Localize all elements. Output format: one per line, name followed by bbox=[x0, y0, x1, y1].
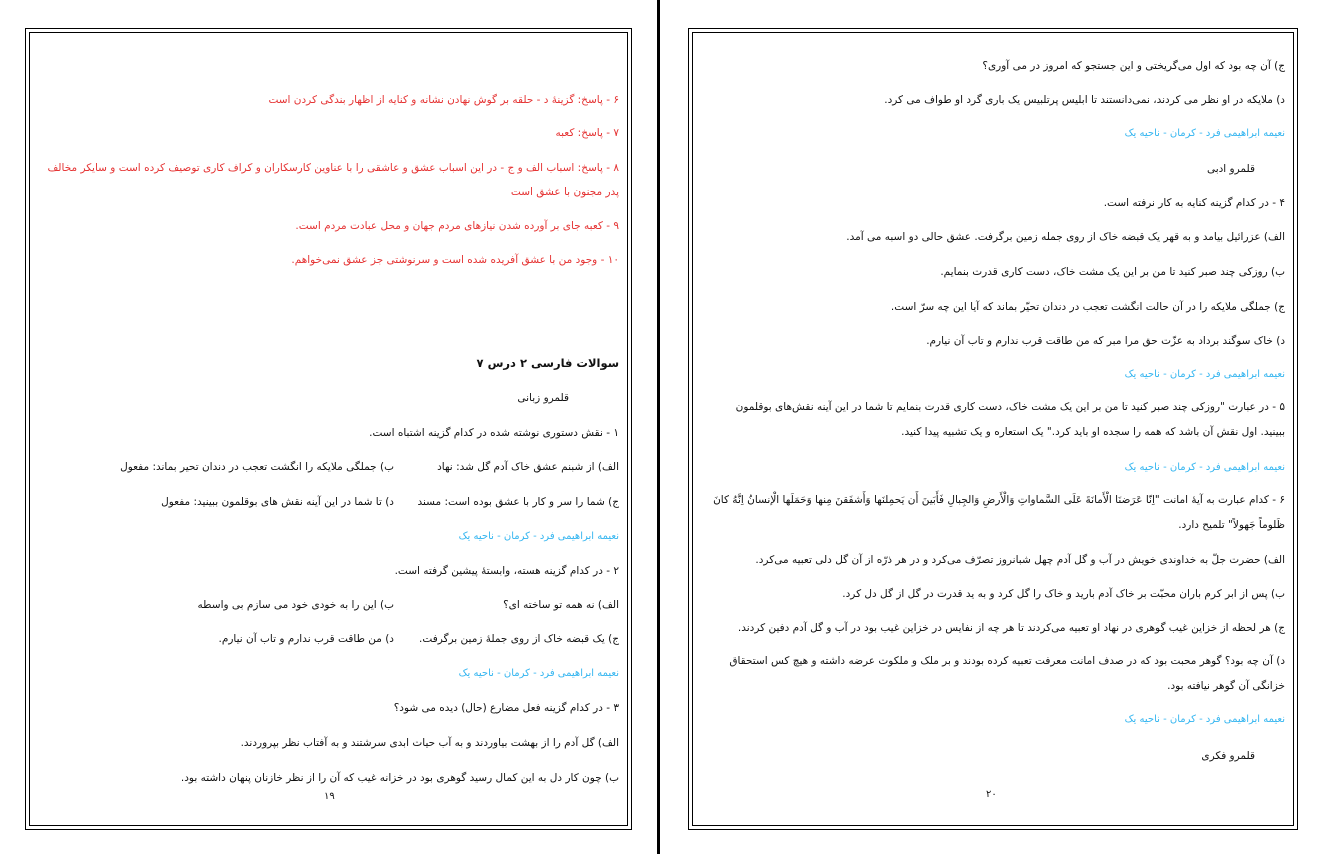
option-d: د) تا شما در این آینه نقش های بوقلمون ببینید: مفعول bbox=[161, 496, 394, 508]
question-5: ۵ - در عبارت "روزکی چند صبر کنید تا من بر این یک مشت خاک، دست کاری قدرت بنمایم تا شما در این آینه نقش‌های بوقلمون ببینید. اول نقش آن باشد که همه را سجده او باید کرد." یک استعاره و یک تشبیه پیدا کنید. bbox=[735, 401, 1285, 438]
page-number: ۱۹ bbox=[324, 791, 335, 802]
question-4: ۴ - در کدام گزینه کنایه به کار نرفته است. bbox=[1103, 197, 1285, 209]
answer-8-cont: پدر مجنون با عشق است bbox=[510, 186, 619, 198]
option-b: ب) این را به خودی خود می سازم بی واسطه bbox=[197, 599, 394, 611]
question-4-option-b: ب) روزکی چند صبر کنید تا من بر این یک مشت خاک، دست کاری قدرت بنمایم. bbox=[940, 266, 1285, 278]
question-6-option-a: الف) حضرت جلّ به خداوندی خویش در آب و گل آدم چهل شبانروز تصرّف می‌کرد و در هر ذرّه از آن گل دلی تعبیه می‌کرد. bbox=[755, 554, 1285, 566]
answer-8: ۸ - پاسخ: اسباب الف و ج - در این اسباب عشق و عاشقی را با عناوین کارسکاران و کراف کاری توصیف کرده است و سایکر مخالف bbox=[47, 162, 619, 174]
option-b: ب) جملگی ملایکه را انگشت تعجب در دندان تحیر بماند: مفعول bbox=[120, 461, 394, 473]
question-2-options-ab bbox=[48, 598, 619, 612]
question-4-option-a: الف) عزرائیل بیامد و به قهر یک قبضه خاک از روی جمله زمین برگرفت. عشق حالی دو اسبه می آمد. bbox=[846, 231, 1285, 243]
question-6-option-d: د) آن چه بود؟ گوهر محبت بود که در صدف امانت معرفت تعبیه کرده بودند و بر ملک و ملکوت عرضه داشته و هیچ کس استحقاق خزانگی آن گوهر نیافته بود. bbox=[729, 655, 1285, 692]
answer-9: ۹ - کعبه جای بر آورده شدن نیازهای مردم جهان و محل عبادت مردم است. bbox=[295, 220, 619, 232]
question-2: ۲ - در کدام گزینه هسته، وابستهٔ پیشین گرفته است. bbox=[394, 565, 619, 577]
answer-6: ۶ - پاسخ: گزینهٔ د - حلقه بر گوش نهادن نشانه و کنایه از اظهار بندگی کردن است bbox=[268, 94, 619, 106]
option-d-line: د) ملایکه در او نظر می کردند، نمی‌دانستند تا ابلیس پرتلبیس یک باری گرد او طواف می کرد. bbox=[884, 94, 1285, 106]
author-credit: نعیمه ابراهیمی فرد - کرمان - ناحیه یک bbox=[1124, 369, 1285, 380]
author-credit: نعیمه ابراهیمی فرد - کرمان - ناحیه یک bbox=[1124, 714, 1285, 725]
option-a: الف) نه همه تو ساخته ای؟ bbox=[503, 599, 619, 611]
question-1-options-ab bbox=[48, 460, 619, 474]
question-6-option-b: ب) پس از ابر کرم باران محبّت بر خاک آدم بارید و خاک را گل کرد و به ید قدرت در گل از گل دل کرد. bbox=[842, 588, 1285, 600]
section-heading: قلمرو زبانی bbox=[517, 392, 569, 404]
author-credit: نعیمه ابراهیمی فرد - کرمان - ناحیه یک bbox=[458, 531, 619, 542]
question-6: ۶ - کدام عبارت به آیهٔ امانت "اِنّا عَرَضنَا الْأَمانَةَ عَلَى السَّماواتِ وَالْأَرضِ وَالجِبالِ فَأَبَینَ أَن یَحمِلنَها وَأَشفَقنَ مِنها وَحَمَلَها الْإنسانُ اِنَّهُ کانَ ظَلوماً جَهولاً" تلمیح دارد. bbox=[713, 494, 1285, 531]
option-c: ج) یک قبضه خاک از روی جملهٔ زمین برگرفت. bbox=[419, 633, 619, 645]
author-credit: نعیمه ابراهیمی فرد - کرمان - ناحیه یک bbox=[1124, 128, 1285, 139]
question-3-option-a: الف) گل آدم را از بهشت بیاوردند و به آب حیات ابدی سرشتند و به آفتاب نظر بپروردند. bbox=[240, 737, 619, 749]
question-4-option-c: ج) جملگی ملایکه را در آن حالت انگشت تعجب در دندان تحیّر بماند که آیا این چه سرّ است. bbox=[890, 301, 1285, 313]
page-number: ۲۰ bbox=[986, 789, 997, 800]
option-d: د) من طاقت قرب ندارم و تاب آن نیارم. bbox=[218, 633, 394, 645]
lesson-title: سوالات فارسی ۲ درس ۷ bbox=[476, 356, 619, 370]
question-6-option-c: ج) هر لحظه از خزاین غیب گوهری در نهاد او تعبیه می‌کردند تا هر چه از نفایس در خزاین غیب بود در آب و گل آدم دفین کردند. bbox=[737, 622, 1285, 634]
option-a: الف) از شبنم عشق خاک آدم گل شد: نهاد bbox=[437, 461, 619, 473]
section-heading-literary: قلمرو ادبی bbox=[1206, 163, 1255, 175]
author-credit: نعیمه ابراهیمی فرد - کرمان - ناحیه یک bbox=[458, 668, 619, 679]
question-4-option-d: د) خاک سوگند برداد به عزّت حق مرا مبر که من طاقت قرب ندارم و تاب آن نیارم. bbox=[926, 335, 1285, 347]
question-3-option-b: ب) چون کار دل به این کمال رسید گوهری بود در خزانه غیب که آن را از نظر خازنان پنهان داشته بود. bbox=[180, 772, 619, 784]
question-2-options-cd bbox=[48, 632, 619, 646]
page-19 bbox=[25, 28, 632, 830]
page-gutter-divider bbox=[657, 0, 660, 854]
option-c-line: ج) آن چه بود که اول می‌گریختی و این جستجو که امروز در می آوری؟ bbox=[982, 60, 1285, 72]
answer-7: ۷ - پاسخ: کعبه bbox=[555, 127, 619, 139]
answer-10: ۱۰ - وجود من با عشق آفریده شده است و سرنوشتی جز عشق نمی‌خواهم. bbox=[291, 254, 619, 266]
question-1: ۱ - نقش دستوری نوشته شده در کدام گزینه اشتباه است. bbox=[369, 427, 619, 439]
section-heading-intellectual: قلمرو فکری bbox=[1201, 750, 1255, 762]
question-1-options-cd bbox=[48, 495, 619, 509]
page-20 bbox=[688, 28, 1298, 830]
author-credit: نعیمه ابراهیمی فرد - کرمان - ناحیه یک bbox=[1124, 462, 1285, 473]
option-c: ج) شما را سر و کار با عشق بوده است: مسند bbox=[417, 496, 619, 508]
question-3: ۳ - در کدام گزینه فعل مضارع (حال) دیده می شود؟ bbox=[393, 702, 619, 714]
